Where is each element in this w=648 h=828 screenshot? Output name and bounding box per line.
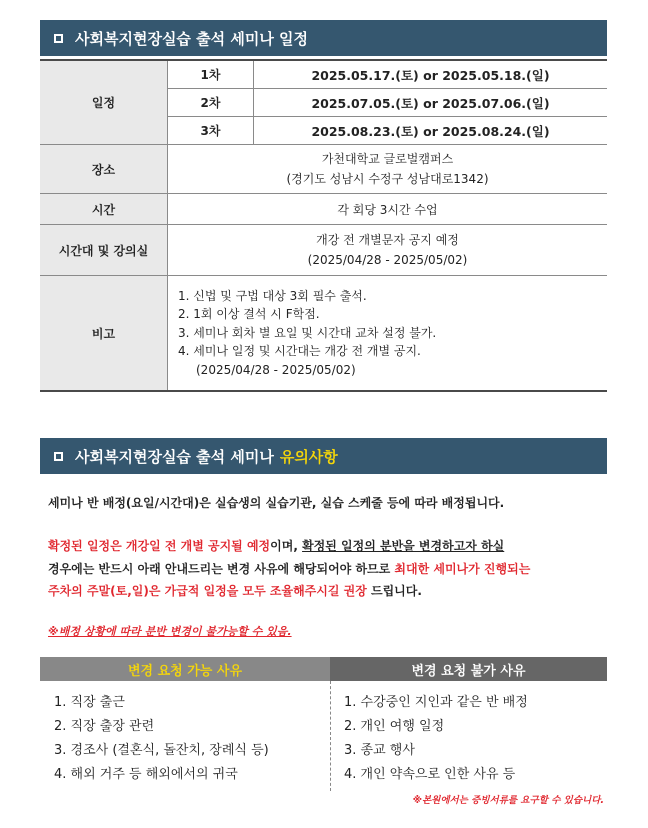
checkbox-square-icon: [54, 34, 63, 43]
column-divider: [330, 681, 331, 791]
table-row: [40, 145, 607, 194]
list-item: 2. 개인 여행 일정: [344, 719, 445, 734]
remark-item: 3. 세미나 회차 별 요일 및 시간대 교차 설정 불가.: [178, 325, 437, 340]
list-item: 1. 수강중인 지인과 같은 반 배정: [344, 695, 528, 710]
session-order: 1차: [168, 60, 254, 89]
table-row: [40, 194, 607, 225]
list-item: 3. 종교 행사: [344, 743, 415, 758]
table-row: [40, 225, 607, 276]
notice-highlight: 최대한 세미나가 진행되는: [394, 561, 531, 576]
notice-highlight: 주차의 주말(토,일)은 가급적 일정을 모두 조율해주시길 권장: [48, 584, 367, 598]
schedule-notice-paragraph: [48, 535, 608, 603]
notice-highlight: 확정된 일정은 개강일 전 개별 공지될 예정: [48, 539, 271, 553]
notice-text: 경우에는 반드시 아래 안내드리는 변경 사유에 해당되어야 하므로: [48, 561, 395, 576]
remark-item: 4. 세미나 일정 및 시간대는 개강 전 개별 공지.: [178, 344, 421, 359]
place-line: 가천대학교 글로벌캠퍼스: [321, 152, 454, 166]
assignment-paragraph: 세미나 반 배정(요일/시간대)은 실습생의 실습기관, 실습 스케줄 등에 따라 배정됩니다.: [48, 496, 505, 510]
section-title: 사회복지현장실습 출석 세미나 일정: [75, 29, 309, 48]
notice-text: 이며,: [270, 539, 303, 553]
list-item: 2. 직장 출장 관련: [54, 719, 155, 734]
remark-item: (2025/04/28 - 2025/05/02): [196, 362, 356, 377]
notice-text: 드립니다.: [366, 584, 422, 598]
notice-underlined: 확정된 일정의 분반을 변경하고자 하실: [302, 539, 505, 553]
change-reasons-table: [40, 657, 607, 791]
denied-reasons-list: [344, 691, 528, 787]
session-order: 3차: [168, 117, 254, 145]
remark-item: 2. 1회 이상 결석 시 F학점.: [178, 307, 320, 322]
time-label: 시간: [40, 194, 168, 225]
notice-section-header: [40, 438, 607, 474]
evidence-footnote: ※본원에서는 증빙서류를 요구할 수 있습니다.: [412, 795, 604, 806]
place-label: 장소: [40, 145, 168, 194]
table-row: [40, 60, 607, 89]
allowed-reasons-header: 변경 요청 가능 사유: [40, 657, 330, 681]
place-value: [168, 145, 608, 194]
remarks-value: [168, 276, 608, 392]
list-item: 4. 해외 거주 등 해외에서의 귀국: [54, 767, 238, 782]
schedule-section-header: [40, 20, 607, 56]
remark-item: 1. 신법 및 구법 대상 3회 필수 출석.: [178, 288, 367, 303]
list-item: 1. 직장 출근: [54, 695, 125, 710]
slot-label: 시간대 및 강의실: [40, 225, 168, 276]
remarks-label: 비고: [40, 276, 168, 392]
place-line: (경기도 성남시 수정구 성남대로1342): [286, 172, 489, 186]
assignment-note: ※배정 상황에 따라 분반 변경이 불가능할 수 있음.: [48, 625, 292, 638]
time-value: 각 회당 3시간 수업: [168, 194, 608, 225]
session-dates: 2025.07.05.(토) or 2025.07.06.(일): [254, 89, 608, 117]
table-row: [40, 276, 607, 392]
session-dates: 2025.08.23.(토) or 2025.08.24.(일): [254, 117, 608, 145]
schedule-table: [40, 59, 607, 392]
checkbox-square-icon: [54, 452, 63, 461]
allowed-reasons-list: [54, 691, 269, 787]
section-title-highlight: 유의사항: [279, 447, 338, 466]
schedule-label: 일정: [40, 60, 168, 145]
slot-line: (2025/04/28 - 2025/05/02): [307, 253, 468, 267]
slot-line: 개강 전 개별문자 공지 예정: [316, 233, 459, 247]
denied-reasons-header: 변경 요청 불가 사유: [330, 657, 607, 681]
section-title: 사회복지현장실습 출석 세미나: [75, 447, 274, 466]
slot-value: [168, 225, 608, 276]
list-item: 4. 개인 약속으로 인한 사유 등: [344, 767, 516, 782]
list-item: 3. 경조사 (결혼식, 돌잔치, 장례식 등): [54, 743, 269, 758]
session-dates: 2025.05.17.(토) or 2025.05.18.(일): [254, 60, 608, 89]
session-order: 2차: [168, 89, 254, 117]
